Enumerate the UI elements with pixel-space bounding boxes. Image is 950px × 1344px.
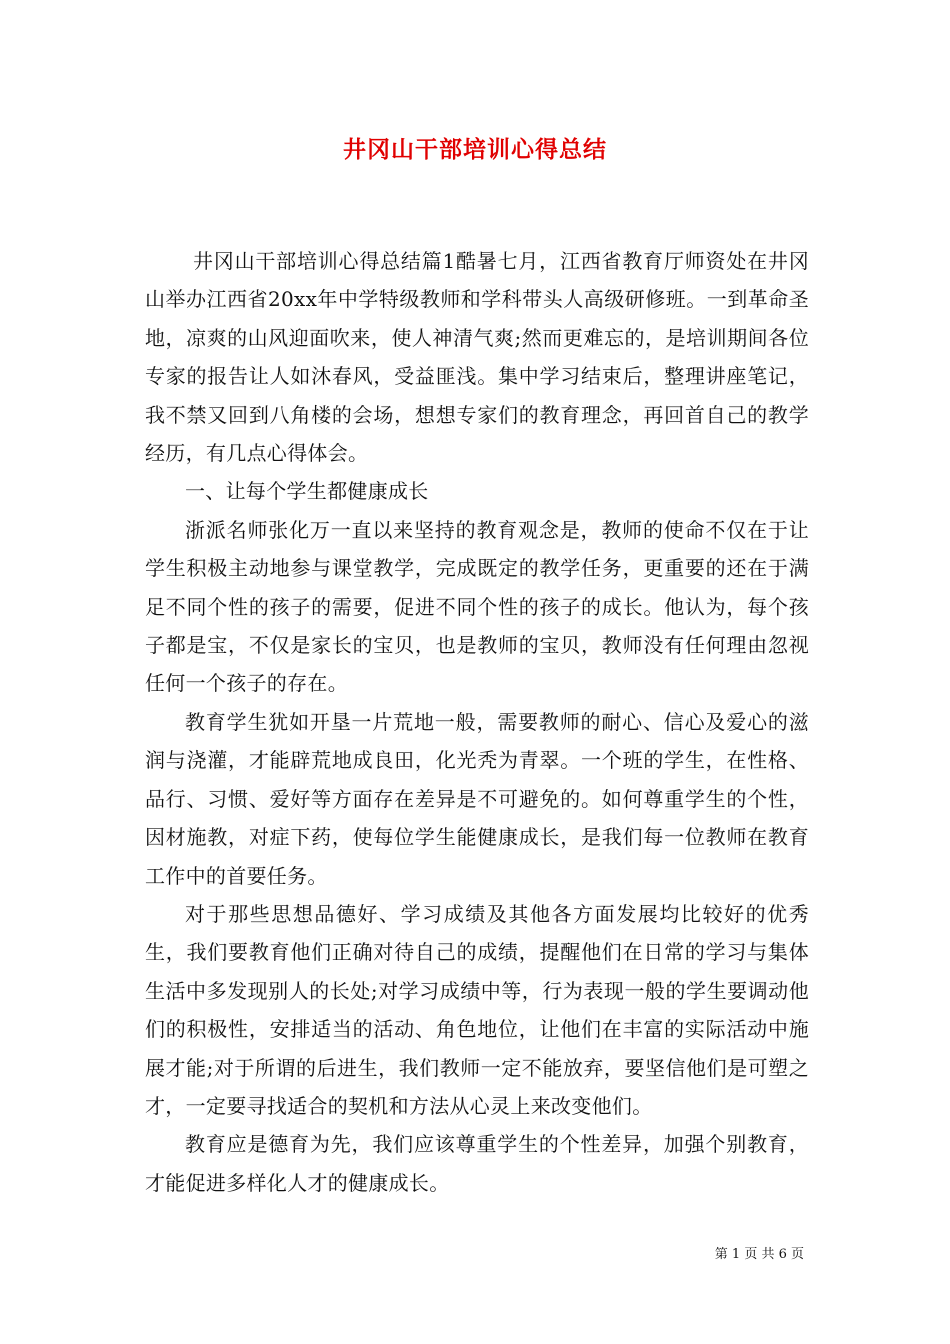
document-title: 井冈山干部培训心得总结 (343, 136, 607, 163)
page-number-footer: 第 1 页 共 6 页 (714, 1247, 804, 1262)
paragraph: 对于那些思想品德好、学习成绩及其他各方面发展均比较好的优秀生，我们要教育他们正确对待自己的成绩，提醒他们在日常的学习与集体生活中多发现别人的长处;对学习成绩中等，行为表现一般的学生要调动他们的积极性，安排适当的活动、角色地位，让他们在丰富的实际活动中施展才能;对于所谓的后进生，我们教师一定不能放弃，要坚信他们是可塑之才，一定要寻找适合的契机和方法从心灵上来改变他们。 (145, 901, 809, 1118)
paragraph: 教育应是德育为先，我们应该尊重学生的个性差异，加强个别教育，才能促进多样化人才的健康成长。 (145, 1132, 809, 1195)
paragraph: 教育学生犹如开垦一片荒地一般，需要教师的耐心、信心及爱心的滋润与浇灌，才能辟荒地成良田，化光秃为青翠。一个班的学生，在性格、品行、习惯、爱好等方面存在差异是不可避免的。如何尊重学生的个性，因材施教，对症下药，使每位学生能健康成长，是我们每一位教师在教育工作中的首要任务。 (145, 709, 809, 888)
section-heading: 一、让每个学生都健康成长 (185, 479, 429, 504)
paragraph: 浙派名师张化万一直以来坚持的教育观念是，教师的使命不仅在于让学生积极主动地参与课堂教学，完成既定的教学任务，更重要的还在于满足不同个性的孩子的需要，促进不同个性的孩子的成长。他认为，每个孩子都是宝，不仅是家长的宝贝，也是教师的宝贝，教师没有任何理由忽视任何一个孩子的存在。 (145, 517, 809, 696)
paragraph-intro: 井冈山干部培训心得总结篇1酷暑七月，江西省教育厅师资处在井冈山举办江西省20xx年中学特级教师和学科带头人高级研修班。一到革命圣地，凉爽的山风迎面吹来，使人神清气爽;然而更难忘的，是培训期间各位专家的报告让人如沐春风，受益匪浅。集中学习结束后，整理讲座笔记，我不禁又回到八角楼的会场，想想专家们的教育理念，再回首自己的教学经历，有几点心得体会。 (145, 249, 809, 466)
document-body (145, 242, 809, 1202)
